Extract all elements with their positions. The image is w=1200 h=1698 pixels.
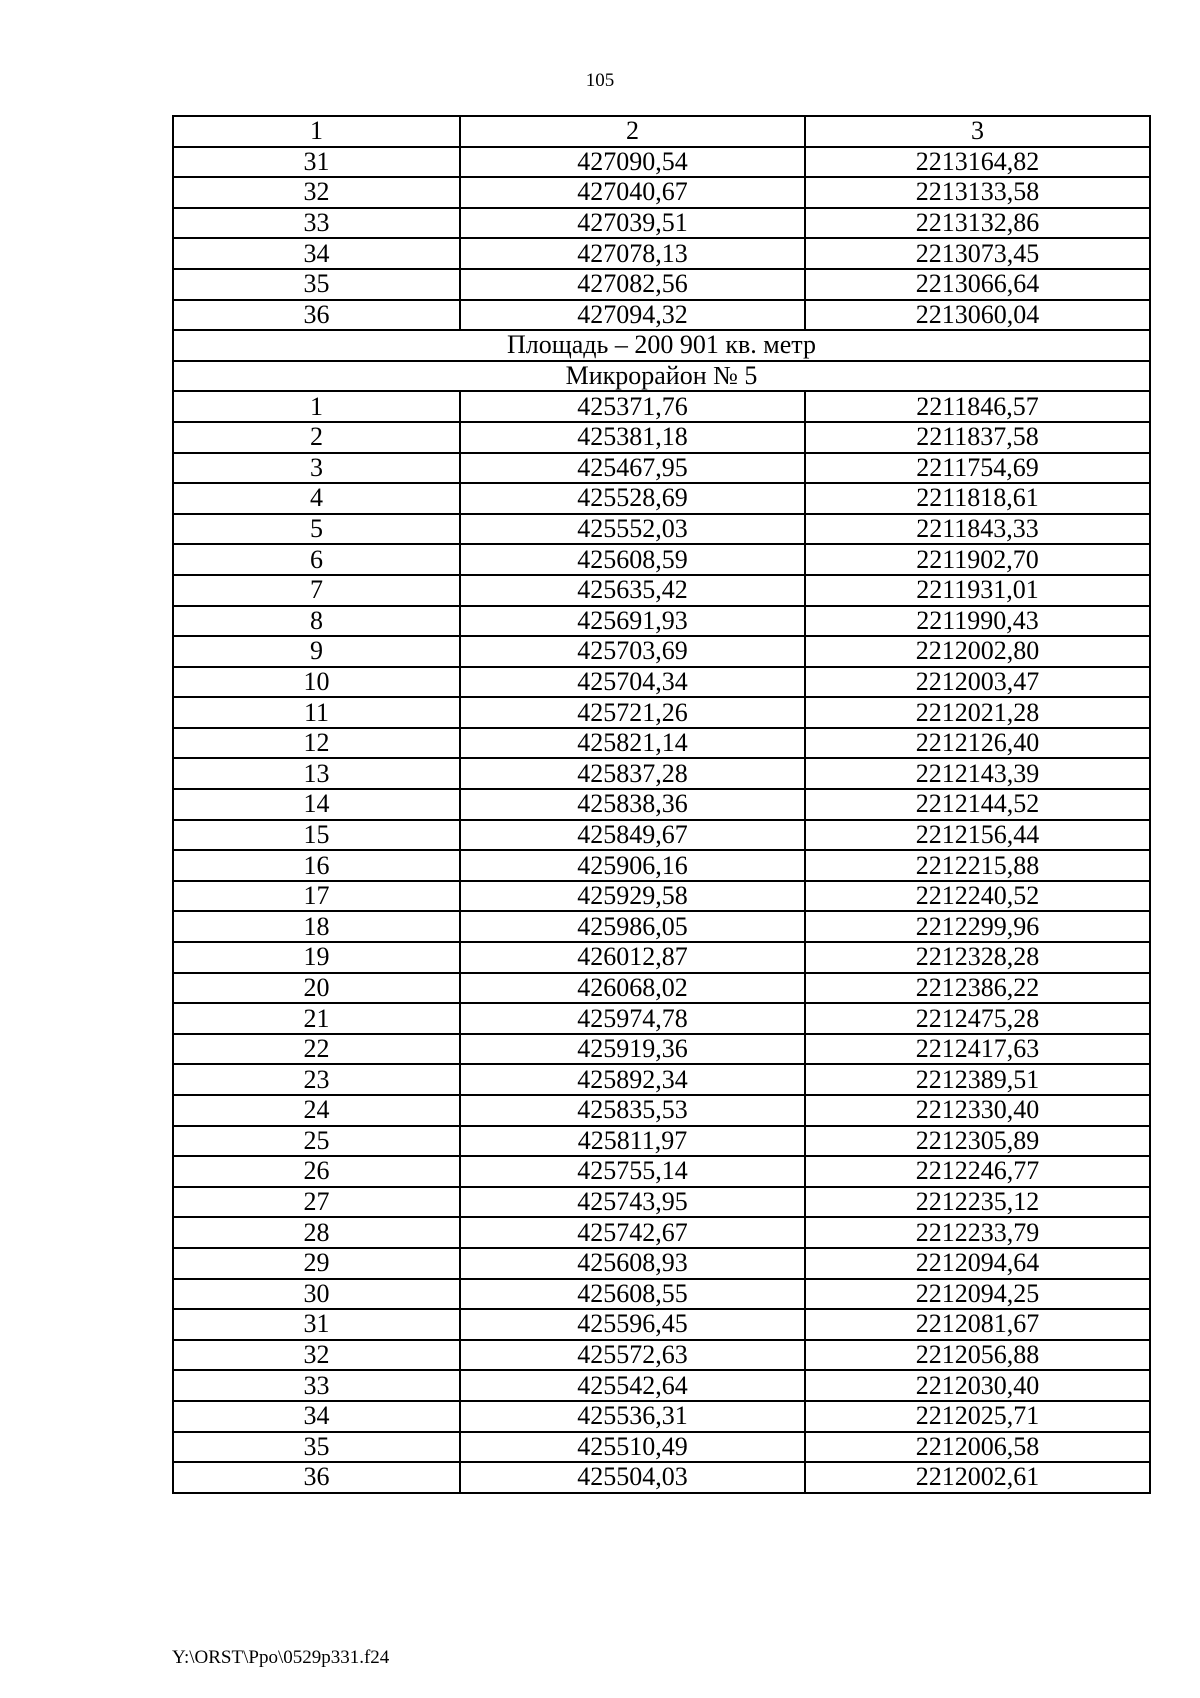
point-number-cell: 10 bbox=[173, 667, 460, 698]
coordinates-table bbox=[172, 115, 1151, 1494]
table-row bbox=[173, 1340, 1150, 1371]
y-coordinate-cell: 2213066,64 bbox=[805, 269, 1150, 300]
point-number-cell: 18 bbox=[173, 911, 460, 942]
point-number-cell: 7 bbox=[173, 575, 460, 606]
x-coordinate-cell: 425742,67 bbox=[460, 1217, 805, 1248]
point-number-cell: 6 bbox=[173, 544, 460, 575]
y-coordinate-cell: 2212081,67 bbox=[805, 1309, 1150, 1340]
point-number-cell: 4 bbox=[173, 483, 460, 514]
table-row bbox=[173, 300, 1150, 331]
y-coordinate-cell: 2213133,58 bbox=[805, 177, 1150, 208]
y-coordinate-cell: 2211818,61 bbox=[805, 483, 1150, 514]
y-coordinate-cell: 2212156,44 bbox=[805, 820, 1150, 851]
file-path-footer: Y:\ORST\Ppo\0529p331.f24 bbox=[172, 1647, 390, 1668]
x-coordinate-cell: 425721,26 bbox=[460, 697, 805, 728]
point-number-cell: 35 bbox=[173, 1432, 460, 1463]
table-row bbox=[173, 789, 1150, 820]
table-row bbox=[173, 911, 1150, 942]
x-coordinate-cell: 425608,93 bbox=[460, 1248, 805, 1279]
point-number-cell: 29 bbox=[173, 1248, 460, 1279]
y-coordinate-cell: 2212144,52 bbox=[805, 789, 1150, 820]
y-coordinate-cell: 2211931,01 bbox=[805, 575, 1150, 606]
x-coordinate-cell: 425906,16 bbox=[460, 850, 805, 881]
x-coordinate-cell: 425821,14 bbox=[460, 728, 805, 759]
x-coordinate-cell: 425542,64 bbox=[460, 1370, 805, 1401]
y-coordinate-cell: 2212305,89 bbox=[805, 1126, 1150, 1157]
point-number-cell: 11 bbox=[173, 697, 460, 728]
y-coordinate-cell: 2211754,69 bbox=[805, 453, 1150, 484]
point-number-cell: 13 bbox=[173, 758, 460, 789]
table-header-row bbox=[173, 116, 1150, 147]
table-row bbox=[173, 850, 1150, 881]
table-row bbox=[173, 606, 1150, 637]
y-coordinate-cell: 2212002,61 bbox=[805, 1462, 1150, 1493]
point-number-cell: 33 bbox=[173, 208, 460, 239]
y-coordinate-cell: 2213060,04 bbox=[805, 300, 1150, 331]
section-title: Микрорайон № 5 bbox=[173, 361, 1150, 392]
point-number-cell: 19 bbox=[173, 942, 460, 973]
table-row bbox=[173, 1064, 1150, 1095]
coordinates-table-body bbox=[173, 116, 1150, 1493]
y-coordinate-cell: 2211846,57 bbox=[805, 391, 1150, 422]
table-row bbox=[173, 1370, 1150, 1401]
y-coordinate-cell: 2212002,80 bbox=[805, 636, 1150, 667]
x-coordinate-cell: 425536,31 bbox=[460, 1401, 805, 1432]
point-number-cell: 28 bbox=[173, 1217, 460, 1248]
y-coordinate-cell: 2213164,82 bbox=[805, 147, 1150, 178]
y-coordinate-cell: 2213073,45 bbox=[805, 238, 1150, 269]
table-row bbox=[173, 1248, 1150, 1279]
point-number-cell: 34 bbox=[173, 1401, 460, 1432]
x-coordinate-cell: 425572,63 bbox=[460, 1340, 805, 1371]
point-number-cell: 27 bbox=[173, 1187, 460, 1218]
x-coordinate-cell: 425552,03 bbox=[460, 514, 805, 545]
point-number-cell: 24 bbox=[173, 1095, 460, 1126]
table-row bbox=[173, 391, 1150, 422]
table-row bbox=[173, 483, 1150, 514]
table-row bbox=[173, 881, 1150, 912]
table-row bbox=[173, 1187, 1150, 1218]
x-coordinate-cell: 426068,02 bbox=[460, 973, 805, 1004]
table-row bbox=[173, 1279, 1150, 1310]
point-number-cell: 16 bbox=[173, 850, 460, 881]
x-coordinate-cell: 425467,95 bbox=[460, 453, 805, 484]
y-coordinate-cell: 2212215,88 bbox=[805, 850, 1150, 881]
x-coordinate-cell: 425743,95 bbox=[460, 1187, 805, 1218]
point-number-cell: 2 bbox=[173, 422, 460, 453]
table-row bbox=[173, 1401, 1150, 1432]
table-row bbox=[173, 697, 1150, 728]
point-number-cell: 26 bbox=[173, 1156, 460, 1187]
point-number-cell: 9 bbox=[173, 636, 460, 667]
table-row bbox=[173, 544, 1150, 575]
table-row bbox=[173, 1432, 1150, 1463]
x-coordinate-cell: 425703,69 bbox=[460, 636, 805, 667]
y-coordinate-cell: 2212143,39 bbox=[805, 758, 1150, 789]
table-row bbox=[173, 1095, 1150, 1126]
y-coordinate-cell: 2212021,28 bbox=[805, 697, 1150, 728]
table-row bbox=[173, 453, 1150, 484]
header-cell: 3 bbox=[805, 116, 1150, 147]
point-number-cell: 31 bbox=[173, 147, 460, 178]
x-coordinate-cell: 425528,69 bbox=[460, 483, 805, 514]
point-number-cell: 30 bbox=[173, 1279, 460, 1310]
x-coordinate-cell: 427090,54 bbox=[460, 147, 805, 178]
table-row bbox=[173, 208, 1150, 239]
x-coordinate-cell: 425838,36 bbox=[460, 789, 805, 820]
x-coordinate-cell: 425510,49 bbox=[460, 1432, 805, 1463]
area-summary-row bbox=[173, 330, 1150, 361]
section-title-row bbox=[173, 361, 1150, 392]
x-coordinate-cell: 425835,53 bbox=[460, 1095, 805, 1126]
y-coordinate-cell: 2212235,12 bbox=[805, 1187, 1150, 1218]
point-number-cell: 25 bbox=[173, 1126, 460, 1157]
table-row bbox=[173, 667, 1150, 698]
y-coordinate-cell: 2212025,71 bbox=[805, 1401, 1150, 1432]
y-coordinate-cell: 2212299,96 bbox=[805, 911, 1150, 942]
point-number-cell: 5 bbox=[173, 514, 460, 545]
header-cell: 1 bbox=[173, 116, 460, 147]
point-number-cell: 31 bbox=[173, 1309, 460, 1340]
table-row bbox=[173, 147, 1150, 178]
table-row bbox=[173, 514, 1150, 545]
table-row bbox=[173, 177, 1150, 208]
x-coordinate-cell: 425892,34 bbox=[460, 1064, 805, 1095]
y-coordinate-cell: 2211902,70 bbox=[805, 544, 1150, 575]
point-number-cell: 3 bbox=[173, 453, 460, 484]
point-number-cell: 36 bbox=[173, 1462, 460, 1493]
point-number-cell: 1 bbox=[173, 391, 460, 422]
x-coordinate-cell: 425381,18 bbox=[460, 422, 805, 453]
point-number-cell: 17 bbox=[173, 881, 460, 912]
y-coordinate-cell: 2211843,33 bbox=[805, 514, 1150, 545]
x-coordinate-cell: 425849,67 bbox=[460, 820, 805, 851]
y-coordinate-cell: 2212094,25 bbox=[805, 1279, 1150, 1310]
y-coordinate-cell: 2212386,22 bbox=[805, 973, 1150, 1004]
table-row bbox=[173, 636, 1150, 667]
table-row bbox=[173, 1309, 1150, 1340]
y-coordinate-cell: 2212126,40 bbox=[805, 728, 1150, 759]
point-number-cell: 32 bbox=[173, 1340, 460, 1371]
y-coordinate-cell: 2212417,63 bbox=[805, 1034, 1150, 1065]
y-coordinate-cell: 2211990,43 bbox=[805, 606, 1150, 637]
point-number-cell: 23 bbox=[173, 1064, 460, 1095]
point-number-cell: 12 bbox=[173, 728, 460, 759]
point-number-cell: 20 bbox=[173, 973, 460, 1004]
x-coordinate-cell: 425755,14 bbox=[460, 1156, 805, 1187]
x-coordinate-cell: 427082,56 bbox=[460, 269, 805, 300]
header-cell: 2 bbox=[460, 116, 805, 147]
x-coordinate-cell: 425608,59 bbox=[460, 544, 805, 575]
x-coordinate-cell: 427094,32 bbox=[460, 300, 805, 331]
point-number-cell: 35 bbox=[173, 269, 460, 300]
table-row bbox=[173, 728, 1150, 759]
table-row bbox=[173, 269, 1150, 300]
x-coordinate-cell: 425691,93 bbox=[460, 606, 805, 637]
x-coordinate-cell: 425635,42 bbox=[460, 575, 805, 606]
table-row bbox=[173, 1003, 1150, 1034]
x-coordinate-cell: 425974,78 bbox=[460, 1003, 805, 1034]
table-row bbox=[173, 422, 1150, 453]
point-number-cell: 21 bbox=[173, 1003, 460, 1034]
table-row bbox=[173, 1462, 1150, 1493]
table-row bbox=[173, 942, 1150, 973]
table-row bbox=[173, 758, 1150, 789]
point-number-cell: 8 bbox=[173, 606, 460, 637]
y-coordinate-cell: 2212240,52 bbox=[805, 881, 1150, 912]
table-row bbox=[173, 1217, 1150, 1248]
area-summary: Площадь – 200 901 кв. метр bbox=[173, 330, 1150, 361]
x-coordinate-cell: 425371,76 bbox=[460, 391, 805, 422]
table-row bbox=[173, 973, 1150, 1004]
y-coordinate-cell: 2212006,58 bbox=[805, 1432, 1150, 1463]
y-coordinate-cell: 2211837,58 bbox=[805, 422, 1150, 453]
x-coordinate-cell: 425837,28 bbox=[460, 758, 805, 789]
y-coordinate-cell: 2212246,77 bbox=[805, 1156, 1150, 1187]
y-coordinate-cell: 2212233,79 bbox=[805, 1217, 1150, 1248]
page-number: 105 bbox=[585, 70, 615, 91]
point-number-cell: 33 bbox=[173, 1370, 460, 1401]
x-coordinate-cell: 427040,67 bbox=[460, 177, 805, 208]
y-coordinate-cell: 2212328,28 bbox=[805, 942, 1150, 973]
x-coordinate-cell: 425929,58 bbox=[460, 881, 805, 912]
y-coordinate-cell: 2212056,88 bbox=[805, 1340, 1150, 1371]
x-coordinate-cell: 425986,05 bbox=[460, 911, 805, 942]
y-coordinate-cell: 2212389,51 bbox=[805, 1064, 1150, 1095]
point-number-cell: 36 bbox=[173, 300, 460, 331]
y-coordinate-cell: 2212475,28 bbox=[805, 1003, 1150, 1034]
point-number-cell: 15 bbox=[173, 820, 460, 851]
x-coordinate-cell: 426012,87 bbox=[460, 942, 805, 973]
x-coordinate-cell: 425504,03 bbox=[460, 1462, 805, 1493]
y-coordinate-cell: 2213132,86 bbox=[805, 208, 1150, 239]
x-coordinate-cell: 425811,97 bbox=[460, 1126, 805, 1157]
table-row bbox=[173, 820, 1150, 851]
table-row bbox=[173, 1156, 1150, 1187]
x-coordinate-cell: 425596,45 bbox=[460, 1309, 805, 1340]
x-coordinate-cell: 425919,36 bbox=[460, 1034, 805, 1065]
y-coordinate-cell: 2212003,47 bbox=[805, 667, 1150, 698]
table-row bbox=[173, 575, 1150, 606]
point-number-cell: 14 bbox=[173, 789, 460, 820]
x-coordinate-cell: 425608,55 bbox=[460, 1279, 805, 1310]
table-row bbox=[173, 1126, 1150, 1157]
x-coordinate-cell: 427078,13 bbox=[460, 238, 805, 269]
y-coordinate-cell: 2212030,40 bbox=[805, 1370, 1150, 1401]
y-coordinate-cell: 2212330,40 bbox=[805, 1095, 1150, 1126]
x-coordinate-cell: 425704,34 bbox=[460, 667, 805, 698]
y-coordinate-cell: 2212094,64 bbox=[805, 1248, 1150, 1279]
point-number-cell: 22 bbox=[173, 1034, 460, 1065]
point-number-cell: 34 bbox=[173, 238, 460, 269]
x-coordinate-cell: 427039,51 bbox=[460, 208, 805, 239]
table-row bbox=[173, 1034, 1150, 1065]
point-number-cell: 32 bbox=[173, 177, 460, 208]
table-row bbox=[173, 238, 1150, 269]
